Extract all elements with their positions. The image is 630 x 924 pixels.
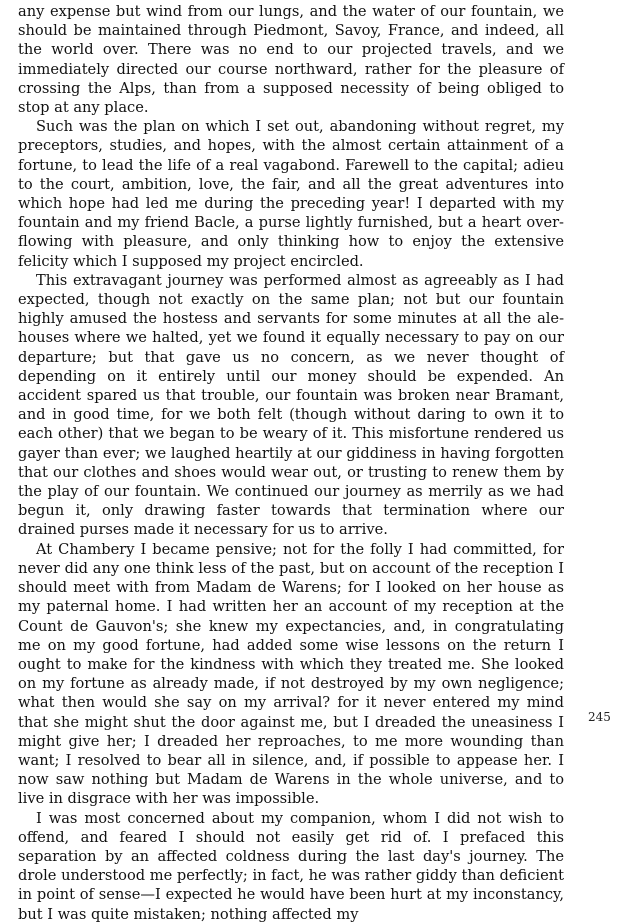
paragraph-1: any expense but wind from our lungs, and the water of our fountain, we should be maintained through Piedmont, Savoy, France, and indeed, all the world over. There was no end to our projected travels, and we immediately directed our course northward, rather for the pleasure of crossing the Alps, than from a supposed necessity of being obliged to stop at any place. [18, 3, 564, 117]
paragraph-5: I was most concerned about my companion, whom I did not wish to offend, and feared I should not easily get rid of. I prefaced this separation by an affected coldness during the last day's journey. The drole understood me perfectly; in fact, he was rather giddy than deficient in point of sense—I expected he would have been hurt at my inconstancy, but I was quite mistaken; nothing affected my [18, 809, 564, 923]
paragraph-2: Such was the plan on which I set out, abandoning without regret, my preceptors, studies, and hopes, with the almost certain attainment of a fortune, to lead the life of a real vagabond. Farewell to the capital; adieu to the court, ambition, love, the fair, and all the great adventures into which hope had led me during the preceding year! I departed with my fountain and my friend Bacle, a purse lightly furnished, but a heart over-flowing with pleasure, and only thinking how to enjoy the extensive felicity which I supposed my project encircled. [18, 118, 564, 270]
page-number: 245 [588, 710, 611, 724]
paragraph-4: At Chambery I became pensive; not for the folly I had committed, for never did any one think less of the past, but on account of the reception I should meet with from Madam de Warens; for I looked on her house as my paternal home. I had written her an account of my reception at the Count de Gauvon's; she knew my expectancies, and, in congratulating me on my good fortune, had added some wise lessons on the return I ought to make for the kindness with which they treated me. She looked on my fortune as already made, if not destroyed by my own negligence; what then would she say on my arrival? for it never entered my mind that she might shut the door against me, but I dreaded the uneasiness I might give her; I dreaded her reproaches, to me more wounding than want; I resolved to bear all in silence, and, if possible to appease her. I now saw nothing but Madam de Warens in the whole universe, and to live in disgrace with her was impossible. [18, 540, 564, 808]
body-text [18, 2, 564, 924]
paragraph-3: This extravagant journey was performed almost as agreeably as I had expected, though not exactly on the same plan; not but our fountain highly amused the hostess and servants for some minutes at all the ale-houses where we halted, yet we found it equally necessary to pay on our departure; but that gave us no concern, as we never thought of depending on it entirely until our money should be expended. An accident spared us that trouble, our fountain was broken near Bramant, and in good time, for we both felt (though without daring to own it to each other) that we began to be weary of it. This misfortune rendered us gayer than ever; we laughed heartily at our giddiness in having forgotten that our clothes and shoes would wear out, or trusting to renew them by the play of our fountain. We continued our journey as merrily as we had begun it, only drawing faster towards that termination where our drained purses made it necessary for us to arrive. [18, 271, 564, 539]
